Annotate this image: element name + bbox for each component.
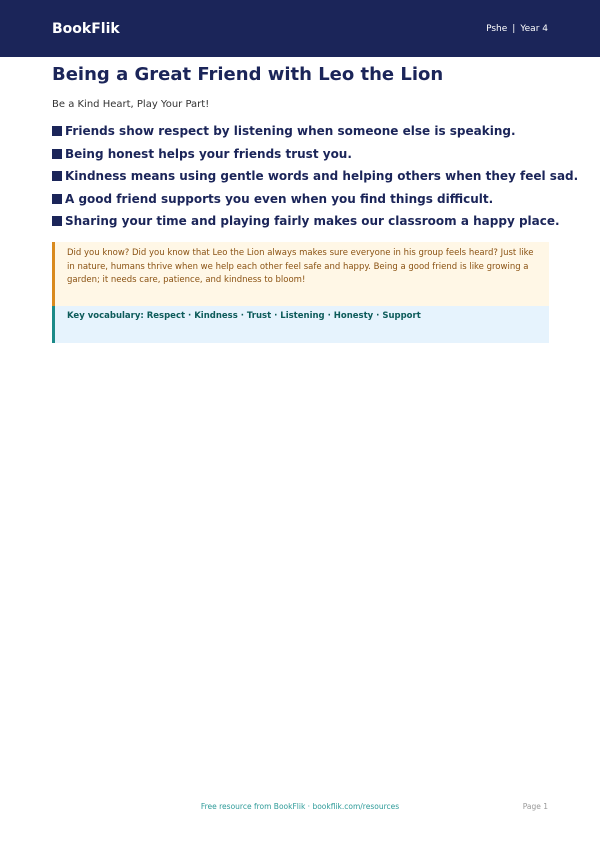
key-point-text: Being honest helps your friends trust you. bbox=[65, 146, 352, 161]
square-bullet-icon bbox=[52, 216, 62, 226]
key-point bbox=[52, 188, 552, 211]
subject-label: Pshe bbox=[486, 23, 508, 34]
brand-logo[interactable]: BookFlik bbox=[52, 20, 120, 37]
square-bullet-icon bbox=[52, 149, 62, 159]
page-subtitle: Be a Kind Heart, Play Your Part! bbox=[52, 99, 210, 110]
meta-separator: | bbox=[512, 23, 516, 34]
did-you-know-callout bbox=[52, 242, 549, 306]
year-label: Year 4 bbox=[520, 23, 548, 34]
key-point-text: Friends show respect by listening when someone else is speaking. bbox=[65, 124, 516, 139]
page-header bbox=[0, 0, 600, 57]
key-point bbox=[52, 120, 552, 143]
vocabulary-text: Key vocabulary: Respect · Kindness · Trust · Listening · Honesty · Support bbox=[67, 311, 421, 321]
square-bullet-icon bbox=[52, 194, 62, 204]
page-number: Page 1 bbox=[522, 802, 548, 811]
key-point-text: Sharing your time and playing fairly makes our classroom a happy place. bbox=[65, 214, 560, 229]
key-point bbox=[52, 165, 579, 188]
key-point bbox=[52, 210, 560, 233]
key-vocabulary-box bbox=[52, 306, 549, 343]
page-footer bbox=[0, 802, 600, 814]
key-point-text: Kindness means using gentle words and helping others when they feel sad. bbox=[65, 169, 579, 184]
page-title: Being a Great Friend with Leo the Lion bbox=[52, 64, 444, 85]
key-point bbox=[52, 143, 552, 166]
key-points-list bbox=[52, 120, 579, 233]
footer-credit-link[interactable]: Free resource from BookFlik · bookflik.com/resources bbox=[200, 802, 400, 811]
subject-year bbox=[486, 24, 548, 34]
square-bullet-icon bbox=[52, 126, 62, 136]
square-bullet-icon bbox=[52, 171, 62, 181]
key-point-text: A good friend supports you even when you find things difficult. bbox=[65, 191, 494, 206]
callout-text: Did you know? Did you know that Leo the Lion always makes sure everyone in his group feels heard? Just like in nature, humans thrive when we help each other feel safe and happy. Being a good friend is like growing a garden; it needs care, patience, and kindness to bloom! bbox=[67, 248, 534, 285]
